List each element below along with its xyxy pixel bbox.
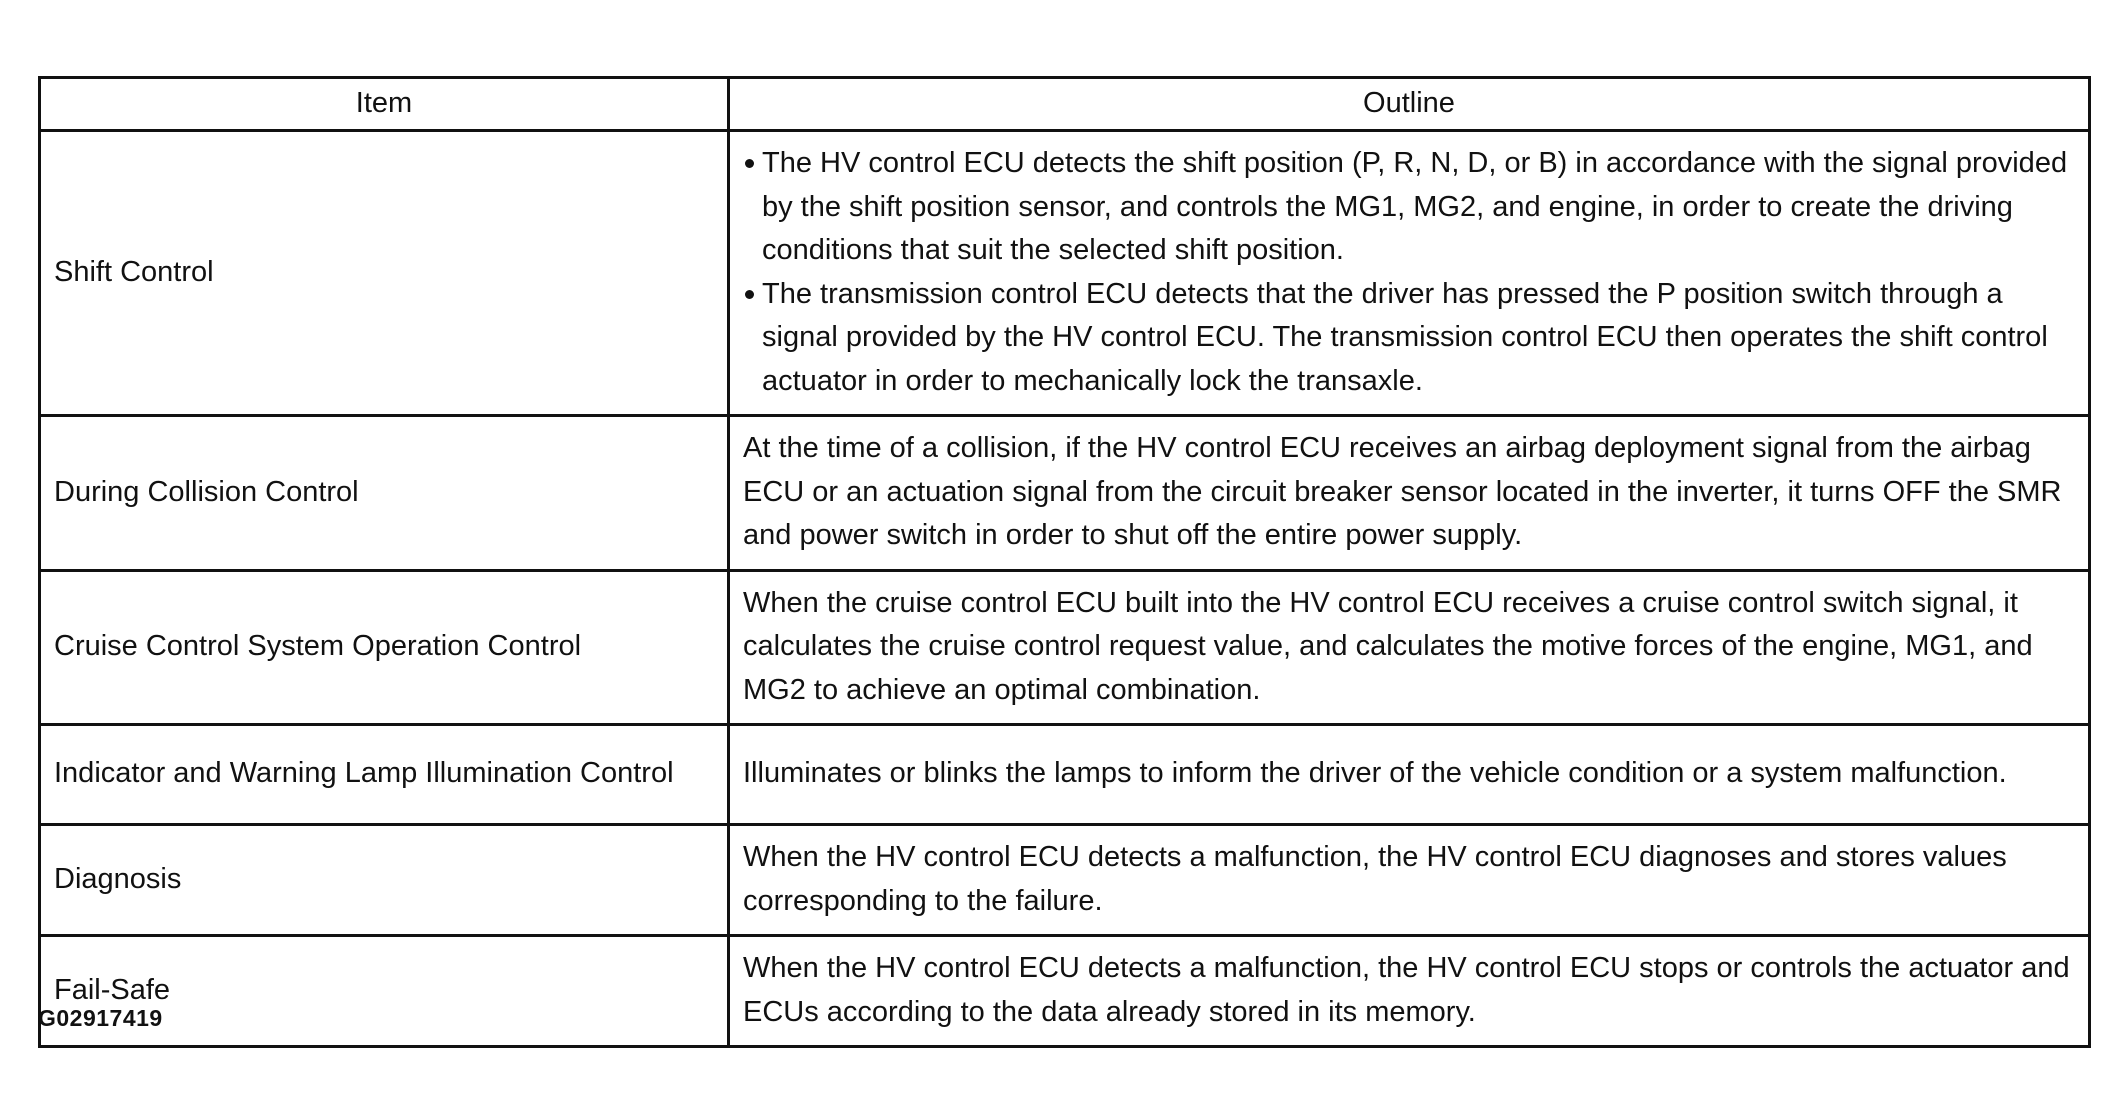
outline-cell: At the time of a collision, if the HV control ECU receives an airbag deployment signal from the airbag ECU or an actuation signal from the circuit breaker sensor located in the inverter, it turns OFF the SMR and power switch in order to shut off the entire power supply.	[729, 416, 2090, 571]
item-cell: Cruise Control System Operation Control	[40, 570, 729, 725]
item-cell: Diagnosis	[40, 825, 729, 936]
figure-code: G02917419	[38, 1005, 163, 1031]
item-cell: Indicator and Warning Lamp Illumination Control	[40, 725, 729, 825]
header-outline: Outline	[729, 78, 2090, 131]
outline-cell: When the cruise control ECU built into the HV control ECU receives a cruise control switch signal, it calculates the cruise control request value, and calculates the motive forces of the engine, MG1, and MG2 to achieve an optimal combination.	[729, 570, 2090, 725]
table-row	[40, 131, 2090, 416]
item-cell: Fail-Safe	[40, 936, 729, 1047]
item-cell: Shift Control	[40, 131, 729, 416]
outline-bullet: The transmission control ECU detects that the driver has pressed the P position switch through a signal provided by the HV control ECU. The transmission control ECU then operates the shift control actuator in order to mechanically lock the transaxle.	[743, 273, 2075, 404]
ecu-functions-table	[38, 76, 2091, 1048]
outline-cell: Illuminates or blinks the lamps to inform the driver of the vehicle condition or a system malfunction.	[729, 725, 2090, 825]
table-header-row	[40, 78, 2090, 131]
outline-cell	[729, 131, 2090, 416]
table-row	[40, 825, 2090, 936]
header-item: Item	[40, 78, 729, 131]
outline-bullet-list	[743, 142, 2075, 403]
table-row	[40, 936, 2090, 1047]
outline-bullet: The HV control ECU detects the shift position (P, R, N, D, or B) in accordance with the signal provided by the shift position sensor, and controls the MG1, MG2, and engine, in order to create the driving conditions that suit the selected shift position.	[743, 142, 2075, 273]
item-cell: During Collision Control	[40, 416, 729, 571]
outline-cell: When the HV control ECU detects a malfunction, the HV control ECU diagnoses and stores values corresponding to the failure.	[729, 825, 2090, 936]
outline-cell: When the HV control ECU detects a malfunction, the HV control ECU stops or controls the actuator and ECUs according to the data already stored in its memory.	[729, 936, 2090, 1047]
table-row	[40, 725, 2090, 825]
table-row	[40, 570, 2090, 725]
table-row	[40, 416, 2090, 571]
